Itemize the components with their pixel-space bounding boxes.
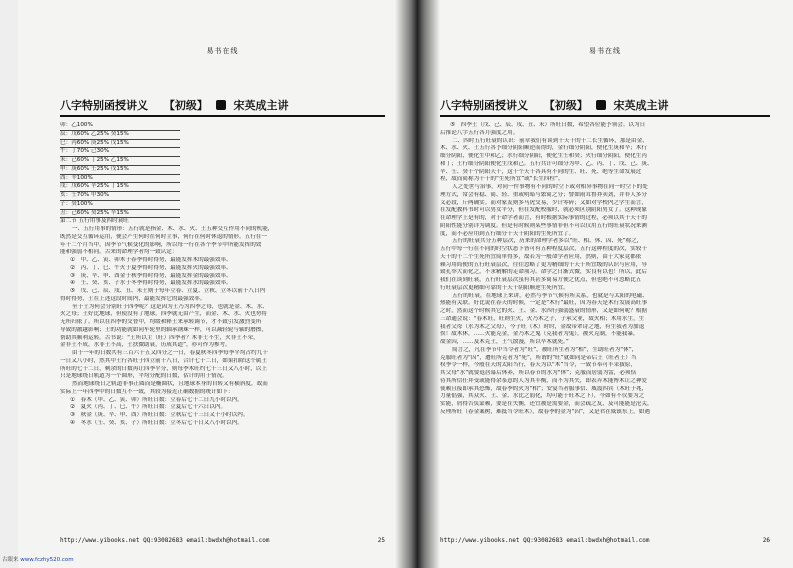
- text-line: 一、五行用事的情形：五行就是指金、木、水、火、土五种交互作用不同的机能，: [72, 226, 274, 232]
- list-item: ④ 冬水（壬、癸、亥、子）所旺日数：立冬后七十日又八小时以内。: [70, 419, 243, 426]
- list-item: ② 夏火（丙、丁、巳、午）所旺日数：立夏后七十六日以内。: [70, 404, 227, 411]
- table-line: 辰：戊60% 乙25% 癸15%: [60, 131, 180, 140]
- text-line: 阴阳性能分别详为调度。但是有时候则某些事情非但不可以仅用五行的旺衰状况来测: [440, 222, 647, 229]
- text-line: 实际上一年四季中的日数互不一致，其较为接近正确数据的统计如下：: [60, 388, 234, 395]
- text-line: 帮助其顺利运转。古书说：“土所以主（旺）四季者？木非土不生，火非土不荣，: [60, 334, 259, 341]
- text-line: 五行中每一行在不同的时空状态下皆可有五种程度层次，五行这种程度的次，实较十: [440, 246, 647, 252]
- text-line: 权季令一样，今般在天的太阳当行，春天为以“木”当令，一致节奉可丰采拔原，: [440, 362, 636, 369]
- text-line: 然而地球绕日之轨道非事正圆而是椭圆状，且地球本身的自转又有横斜度，故而: [72, 381, 268, 387]
- text-line: 五行的旺衰，在地球上来讲，必然与季节气候有所关系，也就是与太阳的电磁、: [452, 292, 648, 299]
- text-line: 和丁；土行细分阴阳便化生戊和己。五行共计可细分为甲、乙、丙、丁、戊、己、庚、: [440, 160, 653, 167]
- site-title: 易书在线: [206, 47, 239, 55]
- text-line: 五行的旺衰共分五种层次，历来的命理学者多以“旺、相、休、囚、死”称之，: [452, 238, 643, 245]
- list-item: ⑤ 戊、己、辰、戌、丑、未土则于每年立春、立夏、立秋、立冬以前十八日内: [70, 288, 266, 294]
- text-line: 我者父母（水为木之父母），今子旺（木）时时，金故带辈诗之地，有生我者为加退: [440, 323, 645, 330]
- page-footer: [440, 537, 770, 544]
- page-header: [440, 97, 770, 117]
- text-line: 天干的十二个生死所宜简单得多，故若为一般命学者应用，然则，由于大家竟都依: [440, 253, 642, 260]
- level-label: 【初级】: [163, 99, 208, 112]
- list-item: ① 甲、乙、寅、卯木于春季得时得势，最能发挥木的最强效率。: [70, 257, 232, 263]
- scan-edge: [0, 0, 18, 568]
- table-line: 亥：壬70% 甲30%: [60, 192, 180, 201]
- text-line: 力量倡强，其众火、土、金、水比之弱化，均可能于旺木之下），今如有不仅要为之: [440, 393, 645, 400]
- text-line: 俣！故木休，……火能克金，金乃木之鬼（克我者为鬼），被火克制，不能我暴，: [440, 331, 639, 338]
- square-icon: [216, 100, 226, 110]
- table-line: 巳：丙60% 庚25% 戊15%: [60, 140, 180, 149]
- text-line: 所旺的七十二日，剩余的日数再让四季平分，则每季木旺约七十三日又八小时，以上: [60, 365, 267, 372]
- square-icon: [596, 100, 606, 110]
- text-line: 克服旺者为“囚”，遭旺所克者为“死”，所谓的“旺”就如同是帝后王（旺者王）当: [440, 354, 637, 361]
- watermark-prefix: 古眼来: [2, 557, 19, 563]
- table-line: 子：癸100%: [60, 201, 180, 210]
- text-line: 之时，然而这个时候其它的火、土、金、水四行强弱盛衰的情形，又是如何呢？根据: [440, 308, 647, 314]
- text-line: 在发配教科书时可以男女平分，但在发配校服时，就必须区别阴阳男女了。这种现象: [440, 207, 647, 214]
- page-footer: [60, 537, 385, 544]
- watermark-domain[interactable]: www.fczhy520.com: [20, 557, 74, 563]
- text-line: 二、四时五行旺衰的认识：前章我们有谈到十天干的十二长生循环，那是由金、: [452, 137, 648, 144]
- text-line: 一日又八小时，然其中土行各旺于四立前十八日，合计七十二日，如果扣除这个属土: [60, 357, 267, 364]
- list-item: ① 春木（甲、乙、寅、卯）所旺日数：立春后七十二日九小时以内。: [70, 396, 243, 403]
- text-line: 年十二个月当中，因季节气候变化的影响，所以每一行在各个季节中所能发挥的效: [60, 241, 262, 248]
- page-number: 26: [762, 537, 770, 544]
- text-line: 金非土不成，水非土不高，土扶微助衰，历成其道”，亦可作为参考。: [60, 342, 231, 349]
- page-header: [60, 97, 385, 117]
- text-line: 行旺衰层次更精细可靠的十天干阴阳顺逆生死所宜。: [440, 284, 569, 291]
- text-line: 简言之，凡在季节中当令者为“旺”，被旺所生者为“相”，生助旺者为“休”，: [452, 346, 638, 353]
- table-line: 戌：戊60% 辛25% 丁15%: [60, 183, 180, 192]
- book-title: 八字特别函授讲义: [60, 99, 148, 112]
- page-right: [440, 0, 770, 568]
- author-label: 宋英成主讲: [613, 99, 669, 112]
- page-left: [60, 0, 385, 568]
- text-line: 赖习用简便的五行旺衰层次，往往忽略了更为精细的十天干所宜级的认识与应用，导: [440, 261, 647, 268]
- text-line: 度，而不必应用到五行细分十天干阴阳的生死所宜了。: [440, 230, 575, 237]
- level-label: 【初级】: [543, 99, 588, 112]
- text-line: 三命通会说：“春木旺，旺则生火，火乃木之子，子承父业，故火相；木用水生，生: [440, 315, 645, 322]
- footer-url[interactable]: http://www.yibooks.net QQ:93082683 email:bwdxh@hotmail.com: [440, 537, 650, 544]
- text-line: 实能，屑得告负蒙赖，要是在失衡，还宜被是需要金，而会疏之友，及可能能是沦关，: [440, 401, 653, 407]
- text-line: 义必段，斤两确实。而对家友则多马虎交易，少计零碎；又如对学校内之学生而言，: [440, 199, 647, 206]
- text-line: 在命理学上是有的，对于命学者而言，有时根据实际事情的过程，必须以其十天干的: [440, 215, 647, 221]
- book-title: 八字特别函授讲义: [440, 99, 528, 112]
- text-line: 致孔举大而化之，不求精解的走命项习。命学之日渐式微，实良有以也！所以，此后: [440, 269, 647, 276]
- text-line: 后推论八字五行各月强度之用。: [440, 129, 519, 136]
- list-item: ② 丙、丁、巳、午火于夏季得时得势，最能发挥火的最强效率。: [70, 264, 232, 271]
- text-line: 反理所旺（春金案树，难抵当令旺木），故春季的金为“囚”，又是君在威镇东上，如遇: [440, 408, 650, 415]
- text-line: 人之处世与治事，对同一件事物有不同的时空下或对相异事物在同一时空下的处: [452, 184, 648, 190]
- text-line: 故金囚，……及木克土，土气散漫，所以卒木就死。”: [440, 339, 569, 345]
- text-line: 程，故而简称为十干的“生死所宜”或“长生四柱”。: [440, 176, 564, 183]
- table-line: 酉：辛100%: [60, 175, 180, 184]
- page-body: [440, 122, 770, 417]
- watermark: [2, 555, 74, 563]
- list-item: ③ 秋金（庚、辛、申、酉）所旺日数：立秋后七十三日又十小时以内。: [70, 412, 249, 418]
- page-number: 25: [377, 537, 385, 544]
- list-item: 得时得势，土在上述这段时间内，最能发挥它的最强效率。: [60, 295, 206, 302]
- text-line: 导致的激越影响；土的功能就如同车轮里的轴承钢珠一样，可以减轻轮与轴的磨擦，: [60, 326, 267, 333]
- table-line: 未：己60% 丁25% 乙15%: [60, 157, 180, 166]
- table-line: 丑：己60% 癸25% 辛15%: [60, 210, 180, 219]
- text-line: 辛、壬、癸十个阴阳天干，这十个天干各具有不同的生、旺、死、绝等生命发展过: [440, 168, 642, 175]
- text-line: 至于土为何会分别旺于四季呢？这是因为土乃为四季之母，也就是金、木、水、: [72, 303, 268, 310]
- text-line: 由于一年的日数共有三百六十五又四分之一日，春夏秋冬四季每季平均占约九十: [72, 350, 268, 356]
- text-line: 火之母；土好比地球，但使没有了地球，四季就无由产生，而金、木、水、火也势将: [60, 311, 267, 318]
- text-line: 其父母“水”就要退居幕后休养，所以春节的水为“休”；克服而居弱为雷，必须恬: [440, 370, 637, 376]
- text-line: 热能有关联。好比说在春天的时候，一定是“木行”最旺，因为春天是木行发展高旺事: [440, 300, 648, 307]
- text-line: 使赖且接即承其恐怖，故春季的火为“相”；安宴当者服事信、威震四宾（木旺于兆，: [440, 385, 648, 392]
- table-line: 申：庚60% 壬25% 戊15%: [60, 166, 180, 175]
- author-label: 宋英成主讲: [233, 99, 289, 112]
- text-line: 理方式，常会有稳、简、轻、重或明暗与繁简之分；譬如雨茸鲁莽卖劲，并非人多分: [440, 191, 647, 198]
- text-line: 木、水、火、土五行各予细分阴阳顺逆而得的，金行细分阴阳，便化生庚和辛；木行: [440, 145, 647, 152]
- table-line: 午：丁70% 己30%: [60, 148, 180, 157]
- text-line: 只是地球绕日轨道为一个圆形，平均分配的日数，估计的用于情况。: [60, 373, 228, 380]
- site-title: 易书在线: [589, 47, 621, 55]
- table-line: 卯：乙100%: [60, 122, 180, 131]
- text-line: 细分阴阳，便化生甲和乙；水行细分阴阳，便化生壬和癸；火行细分阴阳，便化生丙: [440, 153, 647, 159]
- page-body: [60, 122, 385, 428]
- text-line: 无所归依了。所以在四季的交替中，均缓和释土来承转调节，才不致引发激烈变所: [60, 319, 262, 325]
- text-line: 既然是交互循环运用，便会产生何时在何时主事，何行在何时休退的情形。五行在一: [60, 233, 267, 240]
- list-item: ③ 庚、辛、申、酉金于秋季得时得势，最能发挥金的最强效率。: [70, 272, 232, 279]
- text-line: 待其所信任拜受或能得余茶意的人为其丰衡，而不为其失，即表弄木能博木让之神爱: [440, 377, 647, 384]
- footer-url[interactable]: http://www.yibooks.net QQ:93082683 email:bwdxh@hotmail.com: [60, 537, 270, 544]
- section-heading: 第二节 五行用事及四时衰旺: [60, 218, 129, 225]
- book-gutter: [395, 0, 440, 568]
- text-line: 我们在谈到旺衰，五行旺衰层次虽有其甚多简易方便之优点，但也绝不可忽略比五: [440, 277, 642, 283]
- list-item: ⑤ 四季土（戊、己、辰、戌、丑、未）所旺日数，希望各位能予领会。以为日: [450, 122, 646, 128]
- text-line: 能和强弱不相同。古来的命理学者均一致认定：: [60, 249, 178, 256]
- list-item: ④ 壬、癸、亥、子水于冬季得时得势，最能发挥水的最强效率。: [70, 280, 232, 287]
